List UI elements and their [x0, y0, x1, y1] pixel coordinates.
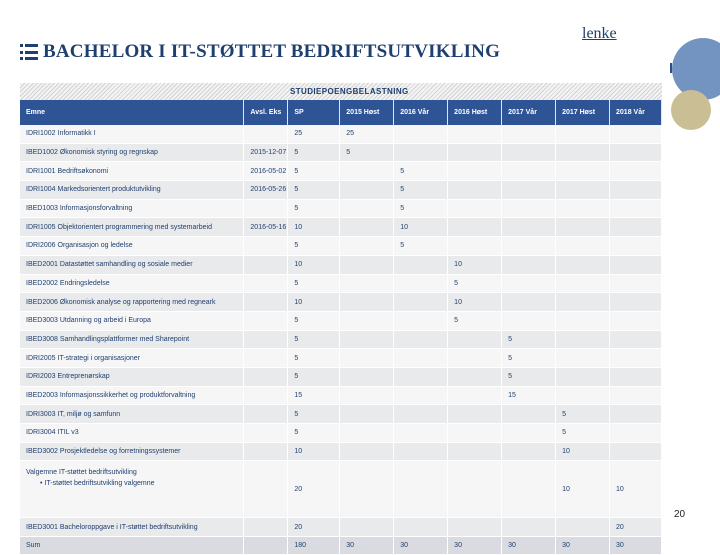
table-cell: [556, 367, 610, 386]
table-cell: IBED2003 Informasjonssikkerhet og produktforvaltning: [20, 386, 244, 405]
table-cell: [244, 237, 288, 256]
band-label: STUDIEPOENGBELASTNING: [290, 87, 409, 96]
table-cell: IDRI2006 Organisasjon og ledelse: [20, 237, 244, 256]
table-cell: [340, 330, 394, 349]
table-cell: IBED1002 Økonomisk styring og regnskap: [20, 143, 244, 162]
table-cell: IBED1003 Informasjonsforvaltning: [20, 199, 244, 218]
table-cell: [556, 162, 610, 181]
table-cell: [610, 424, 662, 443]
table-cell: [610, 349, 662, 368]
table-cell: [610, 218, 662, 237]
table-cell: IDRI3004 ITIL v3: [20, 424, 244, 443]
table-cell: 2016-05-16: [244, 218, 288, 237]
table-cell: 10: [288, 442, 340, 461]
table-cell: [610, 274, 662, 293]
table-cell: IBED2002 Endringsledelse: [20, 274, 244, 293]
table-cell: IDRI1002 Informatikk I: [20, 125, 244, 143]
table-cell: 5: [288, 199, 340, 218]
table-cell: [394, 386, 448, 405]
table-cell: [556, 274, 610, 293]
column-header: 2017 Høst: [556, 100, 610, 125]
column-header: SP: [288, 100, 340, 125]
elective-sub-label: IT-støttet bedriftsutvikling valgemne: [44, 480, 155, 488]
table-cell: [502, 405, 556, 424]
table-cell: [244, 442, 288, 461]
table-cell: [502, 125, 556, 143]
table-cell: [394, 349, 448, 368]
table-cell: [448, 237, 502, 256]
table-row: [20, 237, 662, 256]
decor-circle-tan: [671, 90, 711, 130]
table-cell: [502, 199, 556, 218]
table-cell: [556, 218, 610, 237]
table-cell: [556, 330, 610, 349]
table-cell: [610, 367, 662, 386]
table-cell: 30: [556, 537, 610, 555]
table-cell: [244, 255, 288, 274]
table-cell: [502, 442, 556, 461]
elective-label: Valgemne IT-støttet bedriftsutvikling: [26, 469, 137, 477]
table-cell: [448, 424, 502, 443]
table-cell: IDRI3003 IT, miljø og samfunn: [20, 405, 244, 424]
table-cell: [502, 424, 556, 443]
table-cell: [394, 424, 448, 443]
table-cell: IDRI1001 Bedriftsøkonomi: [20, 162, 244, 181]
table-cell: 5: [288, 181, 340, 200]
table-cell: IBED3001 Bacheloroppgave i IT-støttet bedriftsutvikling: [20, 518, 244, 537]
table-cell: IBED3008 Samhandlingsplattformer med Sharepoint: [20, 330, 244, 349]
table-cell: 10: [448, 255, 502, 274]
table-cell: Sum: [20, 537, 244, 555]
table-cell: [244, 405, 288, 424]
table-cell: [610, 181, 662, 200]
table-cell: [502, 255, 556, 274]
column-header: Avsl. Eks: [244, 100, 288, 125]
table-cell: [244, 461, 288, 518]
table-cell: 10: [288, 218, 340, 237]
table-cell: [448, 330, 502, 349]
table-cell: [244, 367, 288, 386]
table-cell: IDRI1005 Objektorientert programmering med systemarbeid: [20, 218, 244, 237]
table-cell: [340, 199, 394, 218]
table-cell: 5: [340, 143, 394, 162]
table-cell: [448, 461, 502, 518]
table-cell: [340, 274, 394, 293]
table-cell: 25: [340, 125, 394, 143]
table-cell: [556, 199, 610, 218]
table-cell: [340, 424, 394, 443]
table-cell: [556, 293, 610, 312]
table-cell: 5: [288, 274, 340, 293]
table-cell: 20: [610, 518, 662, 537]
table-cell: 20: [288, 518, 340, 537]
table-cell: [448, 143, 502, 162]
table-cell: 10: [394, 218, 448, 237]
table-cell: [394, 461, 448, 518]
table-cell: 10: [556, 461, 610, 518]
table-cell: [502, 461, 556, 518]
table-cell: [610, 125, 662, 143]
table-cell: [448, 442, 502, 461]
table-cell: [340, 442, 394, 461]
table-cell: [610, 311, 662, 330]
table-cell: 2016-05-02: [244, 162, 288, 181]
table-cell: [340, 405, 394, 424]
table-cell: 2016-05-26: [244, 181, 288, 200]
table-cell: [556, 311, 610, 330]
table-cell: [448, 162, 502, 181]
table-cell: [340, 218, 394, 237]
table-cell: 5: [394, 237, 448, 256]
table-cell: [448, 125, 502, 143]
table-cell: 5: [448, 311, 502, 330]
column-header: 2016 Vår: [394, 100, 448, 125]
table-cell: [340, 386, 394, 405]
table-cell: [20, 461, 244, 518]
table-cell: 5: [556, 405, 610, 424]
table-cell: 5: [288, 405, 340, 424]
table-row: [20, 274, 662, 293]
table-cell: [610, 386, 662, 405]
table-cell: 5: [288, 424, 340, 443]
table-cell: 30: [394, 537, 448, 555]
table-cell: [340, 237, 394, 256]
table-cell: IBED2001 Datastøttet samhandling og sosiale medier: [20, 255, 244, 274]
table-cell: 10: [288, 255, 340, 274]
table-cell: 2015-12-07: [244, 143, 288, 162]
table-cell: 10: [448, 293, 502, 312]
table-cell: [394, 405, 448, 424]
table-cell: [340, 349, 394, 368]
table-cell: [556, 181, 610, 200]
table-cell: [448, 386, 502, 405]
table-cell: 10: [610, 461, 662, 518]
table-cell: [340, 367, 394, 386]
table-cell: IBED3002 Prosjektledelse og forretningssystemer: [20, 442, 244, 461]
table-cell: [244, 311, 288, 330]
table-cell: [244, 293, 288, 312]
table-cell: 25: [288, 125, 340, 143]
table-cell: [502, 237, 556, 256]
table-cell: IBED3003 Utdanning og arbeid i Europa: [20, 311, 244, 330]
table-cell: [394, 442, 448, 461]
table-cell: [610, 330, 662, 349]
table-cell: 30: [448, 537, 502, 555]
table-cell: [448, 518, 502, 537]
table-cell: [502, 311, 556, 330]
decor-tick: [670, 63, 672, 73]
table-cell: [502, 162, 556, 181]
table-cell: [610, 162, 662, 181]
table-cell: [244, 349, 288, 368]
column-header: Emne: [20, 100, 244, 125]
table-cell: [502, 518, 556, 537]
list-icon: [20, 44, 38, 60]
table-cell: [448, 199, 502, 218]
table-cell: [394, 274, 448, 293]
table-row: [20, 143, 662, 162]
table-cell: [394, 311, 448, 330]
table-cell: [448, 349, 502, 368]
table-row: [20, 218, 662, 237]
table-cell: [448, 181, 502, 200]
slide-title: BACHELOR I IT-STØTTET BEDRIFTSUTVIKLING: [43, 41, 501, 62]
table-cell: [394, 330, 448, 349]
table-row: [20, 405, 662, 424]
table-cell: 5: [502, 330, 556, 349]
thesis-row: [20, 518, 662, 537]
table-cell: [394, 143, 448, 162]
table-row: [20, 162, 662, 181]
table-cell: [448, 405, 502, 424]
column-header: 2016 Høst: [448, 100, 502, 125]
table-cell: 5: [394, 162, 448, 181]
table-row: [20, 293, 662, 312]
table-cell: [610, 293, 662, 312]
table-cell: [556, 143, 610, 162]
table-cell: [244, 386, 288, 405]
table-cell: 5: [502, 349, 556, 368]
table-row: [20, 367, 662, 386]
table-cell: 5: [556, 424, 610, 443]
table-cell: 15: [288, 386, 340, 405]
table-cell: 30: [340, 537, 394, 555]
table-cell: 30: [502, 537, 556, 555]
column-header: 2015 Høst: [340, 100, 394, 125]
table-row: [20, 442, 662, 461]
table-cell: [244, 274, 288, 293]
table-header-row: [20, 100, 662, 125]
table-cell: IBED2006 Økonomisk analyse og rapportering med regneark: [20, 293, 244, 312]
elective-row: [20, 461, 662, 518]
table-cell: 5: [394, 199, 448, 218]
table-cell: [394, 518, 448, 537]
table-cell: [610, 405, 662, 424]
table-cell: 5: [288, 162, 340, 181]
table-cell: [502, 218, 556, 237]
table-cell: [244, 518, 288, 537]
table-cell: IDRI2003 Entreprenørskap: [20, 367, 244, 386]
table-cell: 20: [288, 461, 340, 518]
table-cell: [340, 162, 394, 181]
table-row: [20, 424, 662, 443]
table-cell: 10: [556, 442, 610, 461]
table-cell: 10: [288, 293, 340, 312]
table-cell: [610, 199, 662, 218]
table-cell: [244, 537, 288, 555]
table-cell: 5: [288, 349, 340, 368]
sum-row: [20, 537, 662, 555]
table-cell: 5: [288, 237, 340, 256]
table-cell: 15: [502, 386, 556, 405]
table-cell: [340, 311, 394, 330]
table-row: [20, 199, 662, 218]
table-cell: [340, 518, 394, 537]
table-cell: [556, 518, 610, 537]
table-cell: [556, 255, 610, 274]
table-cell: [502, 143, 556, 162]
table-cell: [340, 461, 394, 518]
table-row: [20, 255, 662, 274]
table-cell: 5: [394, 181, 448, 200]
table-row: [20, 125, 662, 143]
table-row: [20, 330, 662, 349]
bullet-icon: •: [40, 480, 45, 488]
table-cell: [448, 367, 502, 386]
table-cell: [394, 293, 448, 312]
table-cell: [502, 181, 556, 200]
table-cell: [556, 349, 610, 368]
table-cell: [610, 143, 662, 162]
table-cell: [340, 181, 394, 200]
table-cell: [556, 237, 610, 256]
table-cell: [502, 293, 556, 312]
table-row: [20, 386, 662, 405]
column-header: 2018 Vår: [610, 100, 662, 125]
table-cell: IDRI1004 Markedsorientert produktutvikling: [20, 181, 244, 200]
table-cell: 5: [288, 330, 340, 349]
table-cell: IDRI2005 IT-strategi i organisasjoner: [20, 349, 244, 368]
table-cell: [556, 386, 610, 405]
column-header: 2017 Vår: [502, 100, 556, 125]
table-cell: [610, 237, 662, 256]
table-cell: 5: [448, 274, 502, 293]
table-cell: 180: [288, 537, 340, 555]
table-cell: [394, 367, 448, 386]
table-cell: [340, 255, 394, 274]
table-cell: 5: [288, 311, 340, 330]
table-cell: [394, 125, 448, 143]
table-cell: [244, 125, 288, 143]
table-cell: [244, 424, 288, 443]
table-cell: [394, 255, 448, 274]
table-cell: 30: [610, 537, 662, 555]
table-cell: [610, 442, 662, 461]
table-cell: [556, 125, 610, 143]
table-cell: [502, 274, 556, 293]
table-row: [20, 311, 662, 330]
table-cell: 5: [288, 367, 340, 386]
curriculum-table: [20, 100, 662, 555]
slide-title-block: [20, 41, 500, 63]
lenke-link[interactable]: lenke: [582, 25, 617, 42]
table-cell: 5: [502, 367, 556, 386]
table-cell: [244, 330, 288, 349]
table-cell: [244, 199, 288, 218]
table-cell: 5: [288, 143, 340, 162]
table-row: [20, 349, 662, 368]
elective-sub-item: [26, 480, 243, 487]
table-cell: [448, 218, 502, 237]
table-row: [20, 181, 662, 200]
table-cell: [610, 255, 662, 274]
page-number: 20: [674, 509, 686, 520]
table-cell: [340, 293, 394, 312]
